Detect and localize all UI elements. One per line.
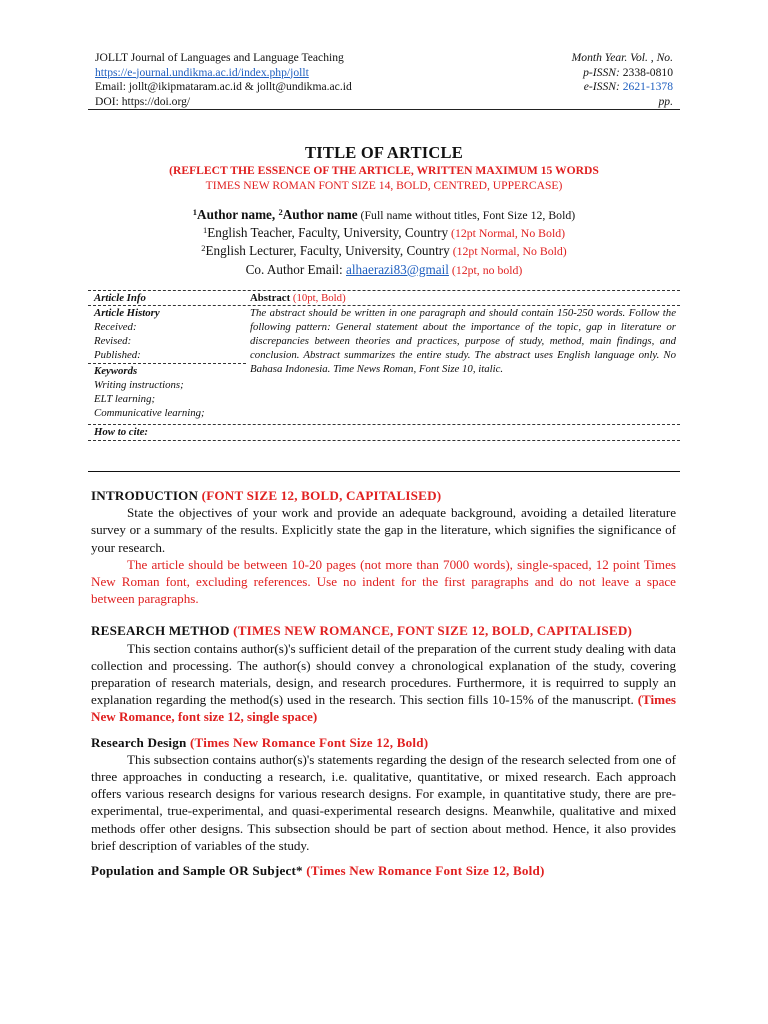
title-block	[88, 143, 680, 193]
author-1-name: Author name,	[197, 207, 279, 222]
affiliation-2-note: (12pt Normal, No Bold)	[449, 244, 567, 259]
doi-text: DOI: https://doi.org/	[95, 94, 191, 108]
p-issn-label: p-ISSN:	[583, 65, 620, 79]
keywords-label: Keywords	[94, 365, 138, 377]
article-history-label: Article History	[94, 307, 160, 319]
author-2-sup: 2	[278, 207, 283, 217]
population-sample-heading-note: (Times New Romance Font Size 12, Bold)	[306, 863, 545, 879]
title-note-1: (REFLECT THE ESSENCE OF THE ARTICLE, WRITTEN MAXIMUM 15 WORDS	[169, 164, 599, 177]
affiliation-2: English Lecturer, Faculty, University, Country	[205, 243, 450, 259]
month-year-volume: Month Year. Vol. , No.	[571, 51, 673, 64]
author-2-name: Author name	[282, 207, 358, 222]
journal-emails: jollt@ikipmataram.ac.id & jollt@undikma.ac.id	[128, 80, 352, 93]
journal-header	[95, 51, 673, 109]
research-design-paragraph: This subsection contains author(s)'s statements regarding the design of the research selected from one of three approaches in conducting a research, i.e. qualitative, quantitative, or mixed research. Each approach offers various research designs for various research designs. For example, in quantitative study, there are pre-experimental, true-experimental, and quasi-experimental research designs. Meanwhile, qualitative and mixed methods offer other designs. This subsection should be part of section about method. Hence, it also provides brief description of variables of the study.	[91, 751, 676, 853]
research-design-heading: Research Design (Times New Romance Font Size 12, Bold)	[91, 734, 429, 750]
pages-label: pp.	[658, 94, 673, 108]
journal-name: JOLLT Journal of Languages and Language Teaching	[95, 51, 344, 64]
affiliation-2-sup: 2	[201, 243, 206, 254]
abstract-text: The abstract should be written in one paragraph and should contain 150-250 words. Follow the following pattern: General statement about the importance of the topic, gap in literature or discrepancies between theories and practices, purpose of study, method, main findings, and conclusion. Abstract summarizes the entire study. The abstract uses English language only. No Bahasa Indonesia. Time News Roman, Font Size 10, italic.	[250, 307, 676, 375]
research-method-heading-note: (TIMES NEW ROMANCE, FONT SIZE 12, BOLD, CAPITALISED)	[233, 623, 633, 639]
affiliation-1-sup: 1	[202, 225, 208, 236]
title-note-2: TIMES NEW ROMAN FONT SIZE 14, BOLD, CENTRED, UPPERCASE)	[205, 179, 563, 192]
published-label: Published:	[94, 349, 141, 361]
revised-label: Revised:	[94, 335, 132, 347]
author-1-sup: 1	[192, 207, 198, 217]
article-title: TITLE OF ARTICLE	[305, 143, 463, 162]
population-sample-heading: Population and Sample OR Subject* (Times New Romance Font Size 12, Bold)	[91, 863, 545, 879]
author-name-note: (Full name without titles, Font Size 12, Bold)	[357, 208, 576, 222]
research-method-heading: RESEARCH METHOD (TIMES NEW ROMANCE, FONT SIZE 12, BOLD, CAPITALISED)	[91, 623, 633, 639]
e-issn-value: 2621-1378	[622, 80, 673, 93]
e-issn-label: e-ISSN:	[583, 80, 620, 93]
research-method-paragraph: This section contains author(s)'s sufficient detail of the preparation of the current study dealing with data collection and processing. The author(s) should convey a chronological explanation of the study, covering preparation of research materials, design, and research procedures. Furthermore, it is requirred to supply an explanation regarding the method(s) used in the research. This section fills 10-15% of the manuscript. (Times New Romance, font size 12, single space)	[91, 640, 676, 725]
email-label: Email:	[95, 80, 126, 93]
coauthor-email-note: (12pt, no bold)	[448, 262, 523, 277]
introduction-heading-note: (FONT SIZE 12, BOLD, CAPITALISED)	[201, 488, 442, 503]
research-method-note: (Times New Romance, font size 12, single space)	[91, 692, 676, 725]
article-info-label: Article Info	[94, 292, 146, 304]
abstract-label: Abstract	[250, 292, 291, 304]
info-rule-5	[88, 440, 680, 441]
keyword-2: ELT learning;	[94, 393, 156, 405]
coauthor-email-label: Co. Author Email:	[245, 261, 346, 277]
keyword-3: Communicative learning;	[94, 407, 205, 419]
article-body	[91, 487, 676, 879]
abstract-note: (10pt, Bold)	[290, 292, 346, 304]
keyword-1: Writing instructions;	[94, 379, 184, 391]
journal-url-link[interactable]: https://e-journal.undikma.ac.id/index.php/jollt	[95, 65, 309, 79]
received-label: Received:	[94, 321, 137, 333]
introduction-heading: INTRODUCTION (FONT SIZE 12, BOLD, CAPITALISED)	[91, 488, 442, 503]
header-divider	[88, 109, 680, 110]
research-design-heading-note: (Times New Romance Font Size 12, Bold)	[189, 734, 429, 750]
introduction-paragraph-2: The article should be between 10-20 pages (not more than 7000 words), single-spaced, 12 point Times New Roman font, excluding references. Use no indent for the first paragraphs and do not leave a space between paragraphs.	[91, 556, 676, 607]
coauthor-email-link[interactable]: alhaerazi83@gmail	[346, 261, 449, 277]
how-to-cite-label: How to cite:	[94, 426, 148, 438]
info-bottom-rule	[88, 471, 680, 472]
introduction-paragraph-1: State the objectives of your work and provide an adequate background, avoiding a detailed literature survey or a summary of the results. Explicitly state the gap in the literature, which signifies the significance of your research.	[91, 505, 676, 555]
p-issn-value: 2338-0810	[622, 65, 673, 79]
affiliation-1: English Teacher, Faculty, University, Country	[207, 225, 449, 241]
affiliation-1-note: (12pt Normal, No Bold)	[448, 226, 566, 241]
author-block	[88, 206, 680, 279]
